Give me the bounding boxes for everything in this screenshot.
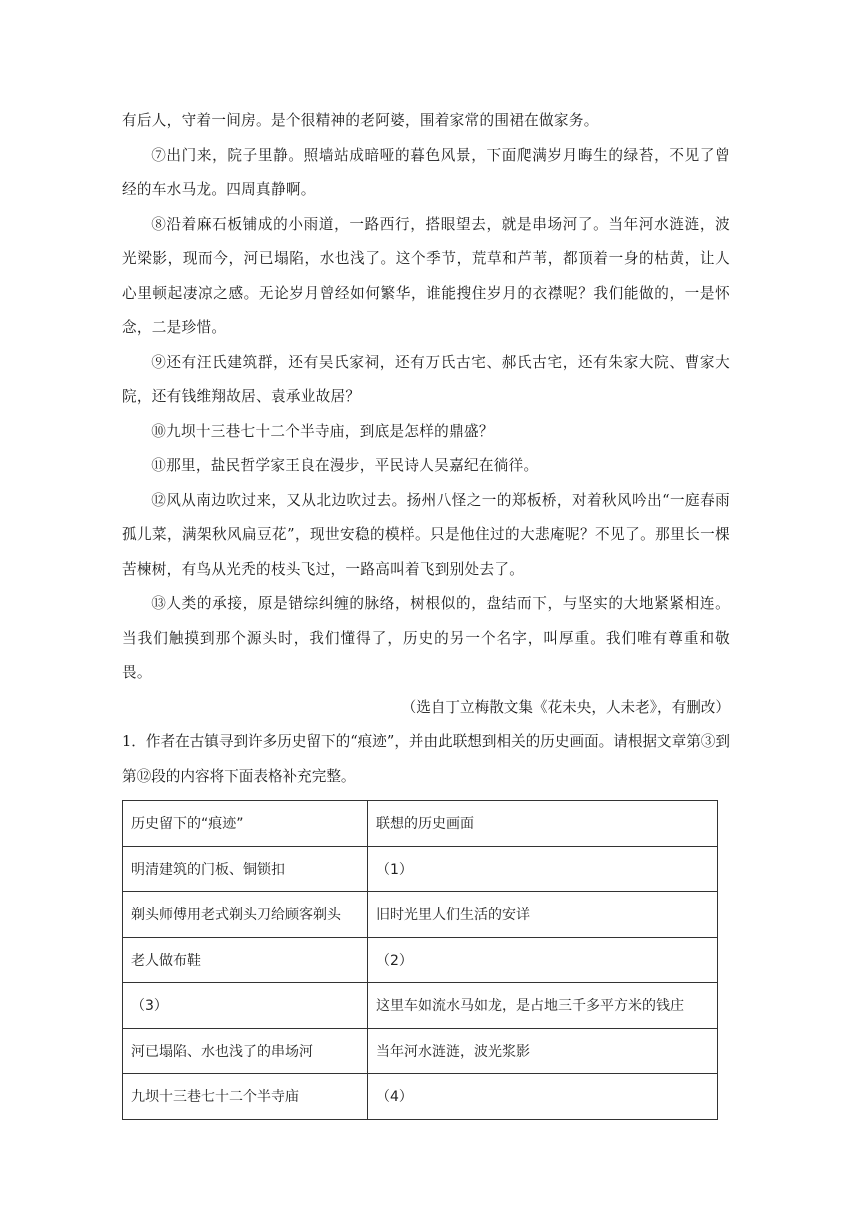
table-row xyxy=(123,892,718,938)
table-cell: 九坝十三巷七十二个半寺庙 xyxy=(123,1074,368,1120)
table-cell: 明清建筑的门板、铜锁扣 xyxy=(123,846,368,892)
paragraph-6-continued: 有后人，守着一间房。是个很精神的老阿婆，围着家常的围裙在做家务。 xyxy=(122,112,599,129)
article-source: （选自丁立梅散文集《花未央，人未老》，有删改） xyxy=(401,698,730,716)
table-cell: 河已塌陷、水也浅了的串场河 xyxy=(123,1028,368,1074)
table-cell: 当年河水涟涟，波光浆影 xyxy=(368,1028,718,1074)
table-cell: （3） xyxy=(123,983,368,1029)
table-row xyxy=(123,983,718,1029)
table-cell: （4） xyxy=(368,1074,718,1120)
table-cell: 这里车如流水马如龙，是占地三千多平方米的钱庄 xyxy=(368,983,718,1029)
table-row xyxy=(123,937,718,983)
paragraph-11: ⑪那里，盐民哲学家王良在漫步，平民诗人吴嘉纪在徜徉。 xyxy=(151,457,539,474)
question-1: 1．作者在古镇寻到许多历史留下的“痕迹”，并由此联想到相关的历史画面。请根据文章第③到第⑫段的内容将下面表格补充完整。 xyxy=(122,733,730,785)
table-cell: 旧时光里人们生活的安详 xyxy=(368,892,718,938)
paragraph-9: ⑨还有汪氏建筑群，还有吴氏家祠，还有万氏古宅、郝氏古宅，还有朱家大院、曹家大院，还有钱维翔故居、袁承业故居？ xyxy=(122,353,730,405)
table-row xyxy=(123,846,718,892)
table-cell: （2） xyxy=(368,937,718,983)
answer-table xyxy=(122,800,718,1120)
table-header-row xyxy=(123,801,718,847)
table-row xyxy=(123,1028,718,1074)
document-page xyxy=(122,104,730,1120)
paragraph-10: ⑩九坝十三巷七十二个半寺庙，到底是怎样的鼎盛？ xyxy=(151,422,494,440)
paragraph-8: ⑧沿着麻石板铺成的小雨道，一路西行，搭眼望去，就是串场河了。当年河水涟涟，波光梁影，现而今，河已塌陷，水也浅了。这个季节，荒草和芦苇，都顶着一身的枯黄，让人心里顿起凄凉之感。无论岁月曾经如何繁华，谁能搜住岁月的衣襟呢？我们能做的，一是怀念，二是珍惜。 xyxy=(122,215,730,336)
table-cell: （1） xyxy=(368,846,718,892)
paragraph-7: ⑦出门来，院子里静。照墙站成暗哑的暮色风景，下面爬满岁月晦生的绿苔，不见了曾经的车水马龙。四周真静啊。 xyxy=(122,146,730,198)
table-cell: 剃头师傅用老式剃头刀给顾客剃头 xyxy=(123,892,368,938)
table-header-cell: 历史留下的“痕迹” xyxy=(123,801,368,847)
table-row xyxy=(123,1074,718,1120)
paragraph-13: ⑬人类的承接，原是错综纠缠的脉络，树根似的，盘结而下，与坚实的大地紧紧相连。当我们触摸到那个源头时，我们懂得了，历史的另一个名字，叫厚重。我们唯有尊重和敬畏。 xyxy=(122,595,730,681)
table-cell: 老人做布鞋 xyxy=(123,937,368,983)
paragraph-12: ⑫风从南边吹过来，又从北边吹过去。扬州八怪之一的郑板桥，对着秋风吟出“一庭春雨孤儿菜，满架秋风扁豆花”，现世安稳的模样。只是他住过的大悲庵呢？不见了。那里长一棵苦楝树，有鸟从光秃的枝头飞过，一路高叫着飞到别处去了。 xyxy=(122,491,730,578)
table-header-cell: 联想的历史画面 xyxy=(368,801,718,847)
article-body xyxy=(122,104,730,691)
